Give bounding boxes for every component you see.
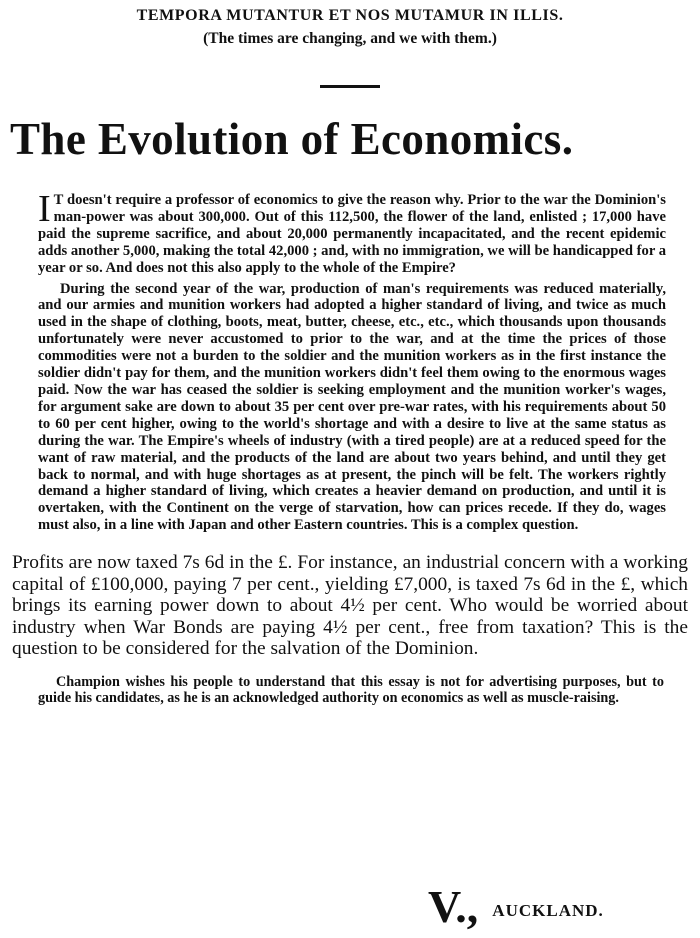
paragraph-1 bbox=[38, 188, 666, 277]
motto-translation: (The times are changing, and we with them.) bbox=[203, 30, 497, 47]
drop-cap: I bbox=[38, 188, 51, 230]
article-title: The Evolution of Economics. bbox=[10, 114, 574, 164]
paragraph-4-champion: Champion wishes his people to understand that this essay is not for advertising purposes, but to guide his candidates, as he is an acknowledged authority on economics as well as muscle-raising. bbox=[38, 673, 664, 707]
signature-initial: V., bbox=[428, 881, 479, 932]
article-body bbox=[38, 188, 666, 534]
paragraph-2: During the second year of the war, production of man's requirements was reduced materially, and our armies and munition workers had adopted a higher standard of living, and twice as much used in the shape of clothing, boots, meat, butter, cheese, etc., etc., which thousands upon thousands unfortunately were never accustomed to prior to the war, and at the time the prices of those commodities were not a burden to the soldier and the munition workers as in the first instance the soldier didn't pay for them, and the munition workers didn't feel them owing to the enormous wages paid. Now the war has ceased the soldier is seeking employment and the munition worker's wages, for argument sake are down to about 35 per cent over pre-war rates, with his requirements about 50 to 60 per cent higher, owing to the world's shortage and with a desire to live at the same status as during the war. The Empire's wheels of industry (with a tired people) are at a reduced speed for the want of raw material, and the products of the land are about two years behind, and until they get back to normal, and with huge shortages as at present, the pinch will be felt. The workers rightly demand a higher standard of living, which creates a heavier demand on production, and until it is overtaken, with the Continent on the verge of starvation, how can prices recede. If they do, wages must also, in a line with Japan and other Eastern countries. This is a complex question. bbox=[38, 280, 666, 534]
paragraph-1-text: T doesn't require a professor of economics to give the reason why. Prior to the war the Dominion's man-power was about 300,000. Out of this 112,500, the flower of the land, enlisted ; 17,000 have paid the supreme sacrifice, and about 20,000 permanently incapacitated, and the recent epidemic adds another 5,000, making the total 42,000 ; and, with no immigration, we will be handicapped for a year or so. And does not this also apply to the whole of the Empire? bbox=[38, 192, 666, 276]
signature bbox=[428, 881, 604, 932]
signature-place: AUCKLAND. bbox=[492, 901, 604, 920]
section-divider bbox=[320, 85, 380, 88]
paragraph-3-profits: Profits are now taxed 7s 6d in the £. For instance, an industrial concern with a working capital of £100,000, paying 7 per cent., yielding £7,000, is taxed 7s 6d in the £, which brings its earning power down to about 4½ per cent. Who would be worried about industry when War Bonds are paying 4½ per cent., free from taxation? This is the question to be considered for the salvation of the Dominion. bbox=[12, 552, 688, 660]
latin-motto: TEMPORA MUTANTUR ET NOS MUTAMUR IN ILLIS. bbox=[136, 7, 564, 24]
